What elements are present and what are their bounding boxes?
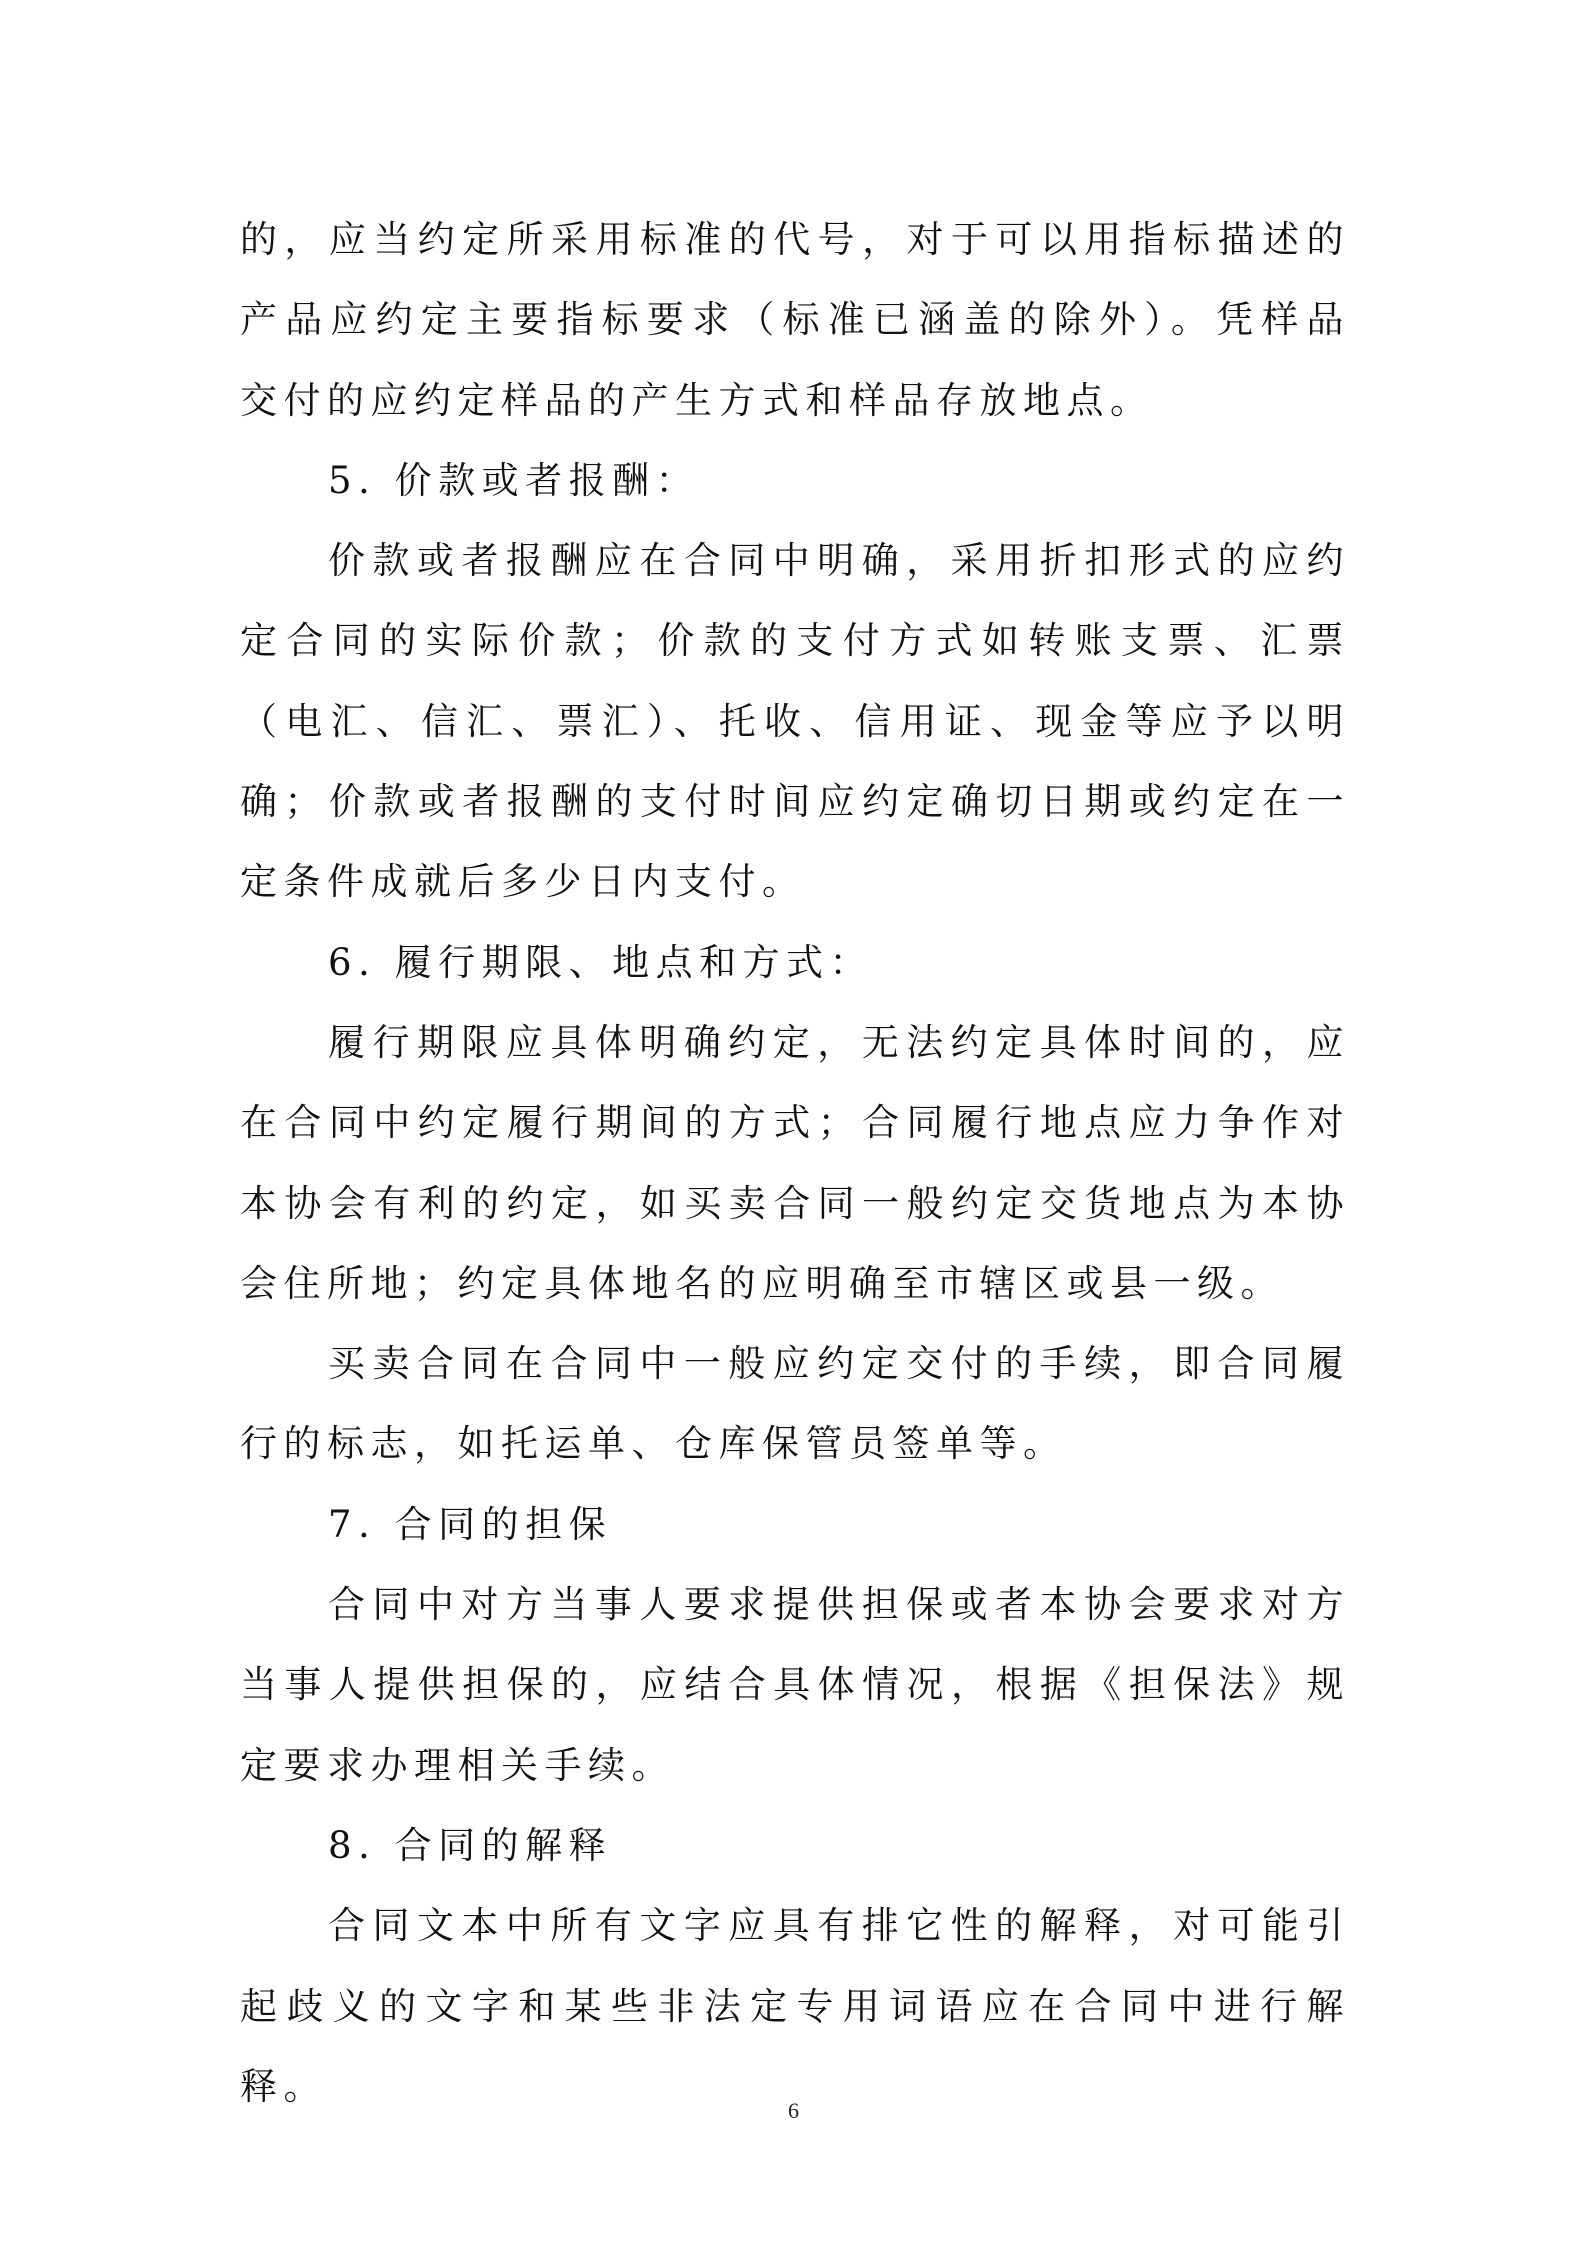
section-heading-performance: 6. 履行期限、地点和方式：	[328, 940, 874, 984]
paragraph-continuation: 的，应当约定所采用标准的代号，对于可以用指标描述的产品应约定主要指标要求（标准已涵盖的除外）。凭样品交付的应约定样品的产生方式和样品存放地点。	[240, 218, 1350, 422]
section-heading-price: 5. 价款或者报酬：	[328, 458, 700, 502]
paragraph-delivery: 买卖合同在合同中一般应约定交付的手续，即合同履行的标志，如托运单、仓库保管员签单等。	[240, 1342, 1350, 1466]
paragraph-guarantee: 合同中对方当事人要求提供担保或者本协会要求对方当事人提供担保的，应结合具体情况，根据《担保法》规定要求办理相关手续。	[240, 1583, 1350, 1787]
page-number: 6	[788, 2098, 799, 2123]
paragraph-performance: 履行期限应具体明确约定，无法约定具体时间的，应在合同中约定履行期间的方式；合同履行地点应力争作对本协会有利的约定，如买卖合同一般约定交货地点为本协会住所地；约定具体地名的应明确至市辖区或县一级。	[240, 1020, 1350, 1305]
paragraph-interpretation: 合同文本中所有文字应具有排它性的解释，对可能引起歧义的文字和某些非法定专用词语应在合同中进行解释。	[240, 1904, 1350, 2108]
section-heading-guarantee: 7. 合同的担保	[328, 1502, 613, 1546]
document-body	[240, 200, 1350, 2127]
section-heading-interpretation: 8. 合同的解释	[328, 1823, 613, 1867]
paragraph-price: 价款或者报酬应在合同中明确，采用折扣形式的应约定合同的实际价款；价款的支付方式如转账支票、汇票（电汇、信汇、票汇）、托收、信用证、现金等应予以明确；价款或者报酬的支付时间应约定确切日期或约定在一定条件成就后多少日内支付。	[240, 539, 1350, 904]
